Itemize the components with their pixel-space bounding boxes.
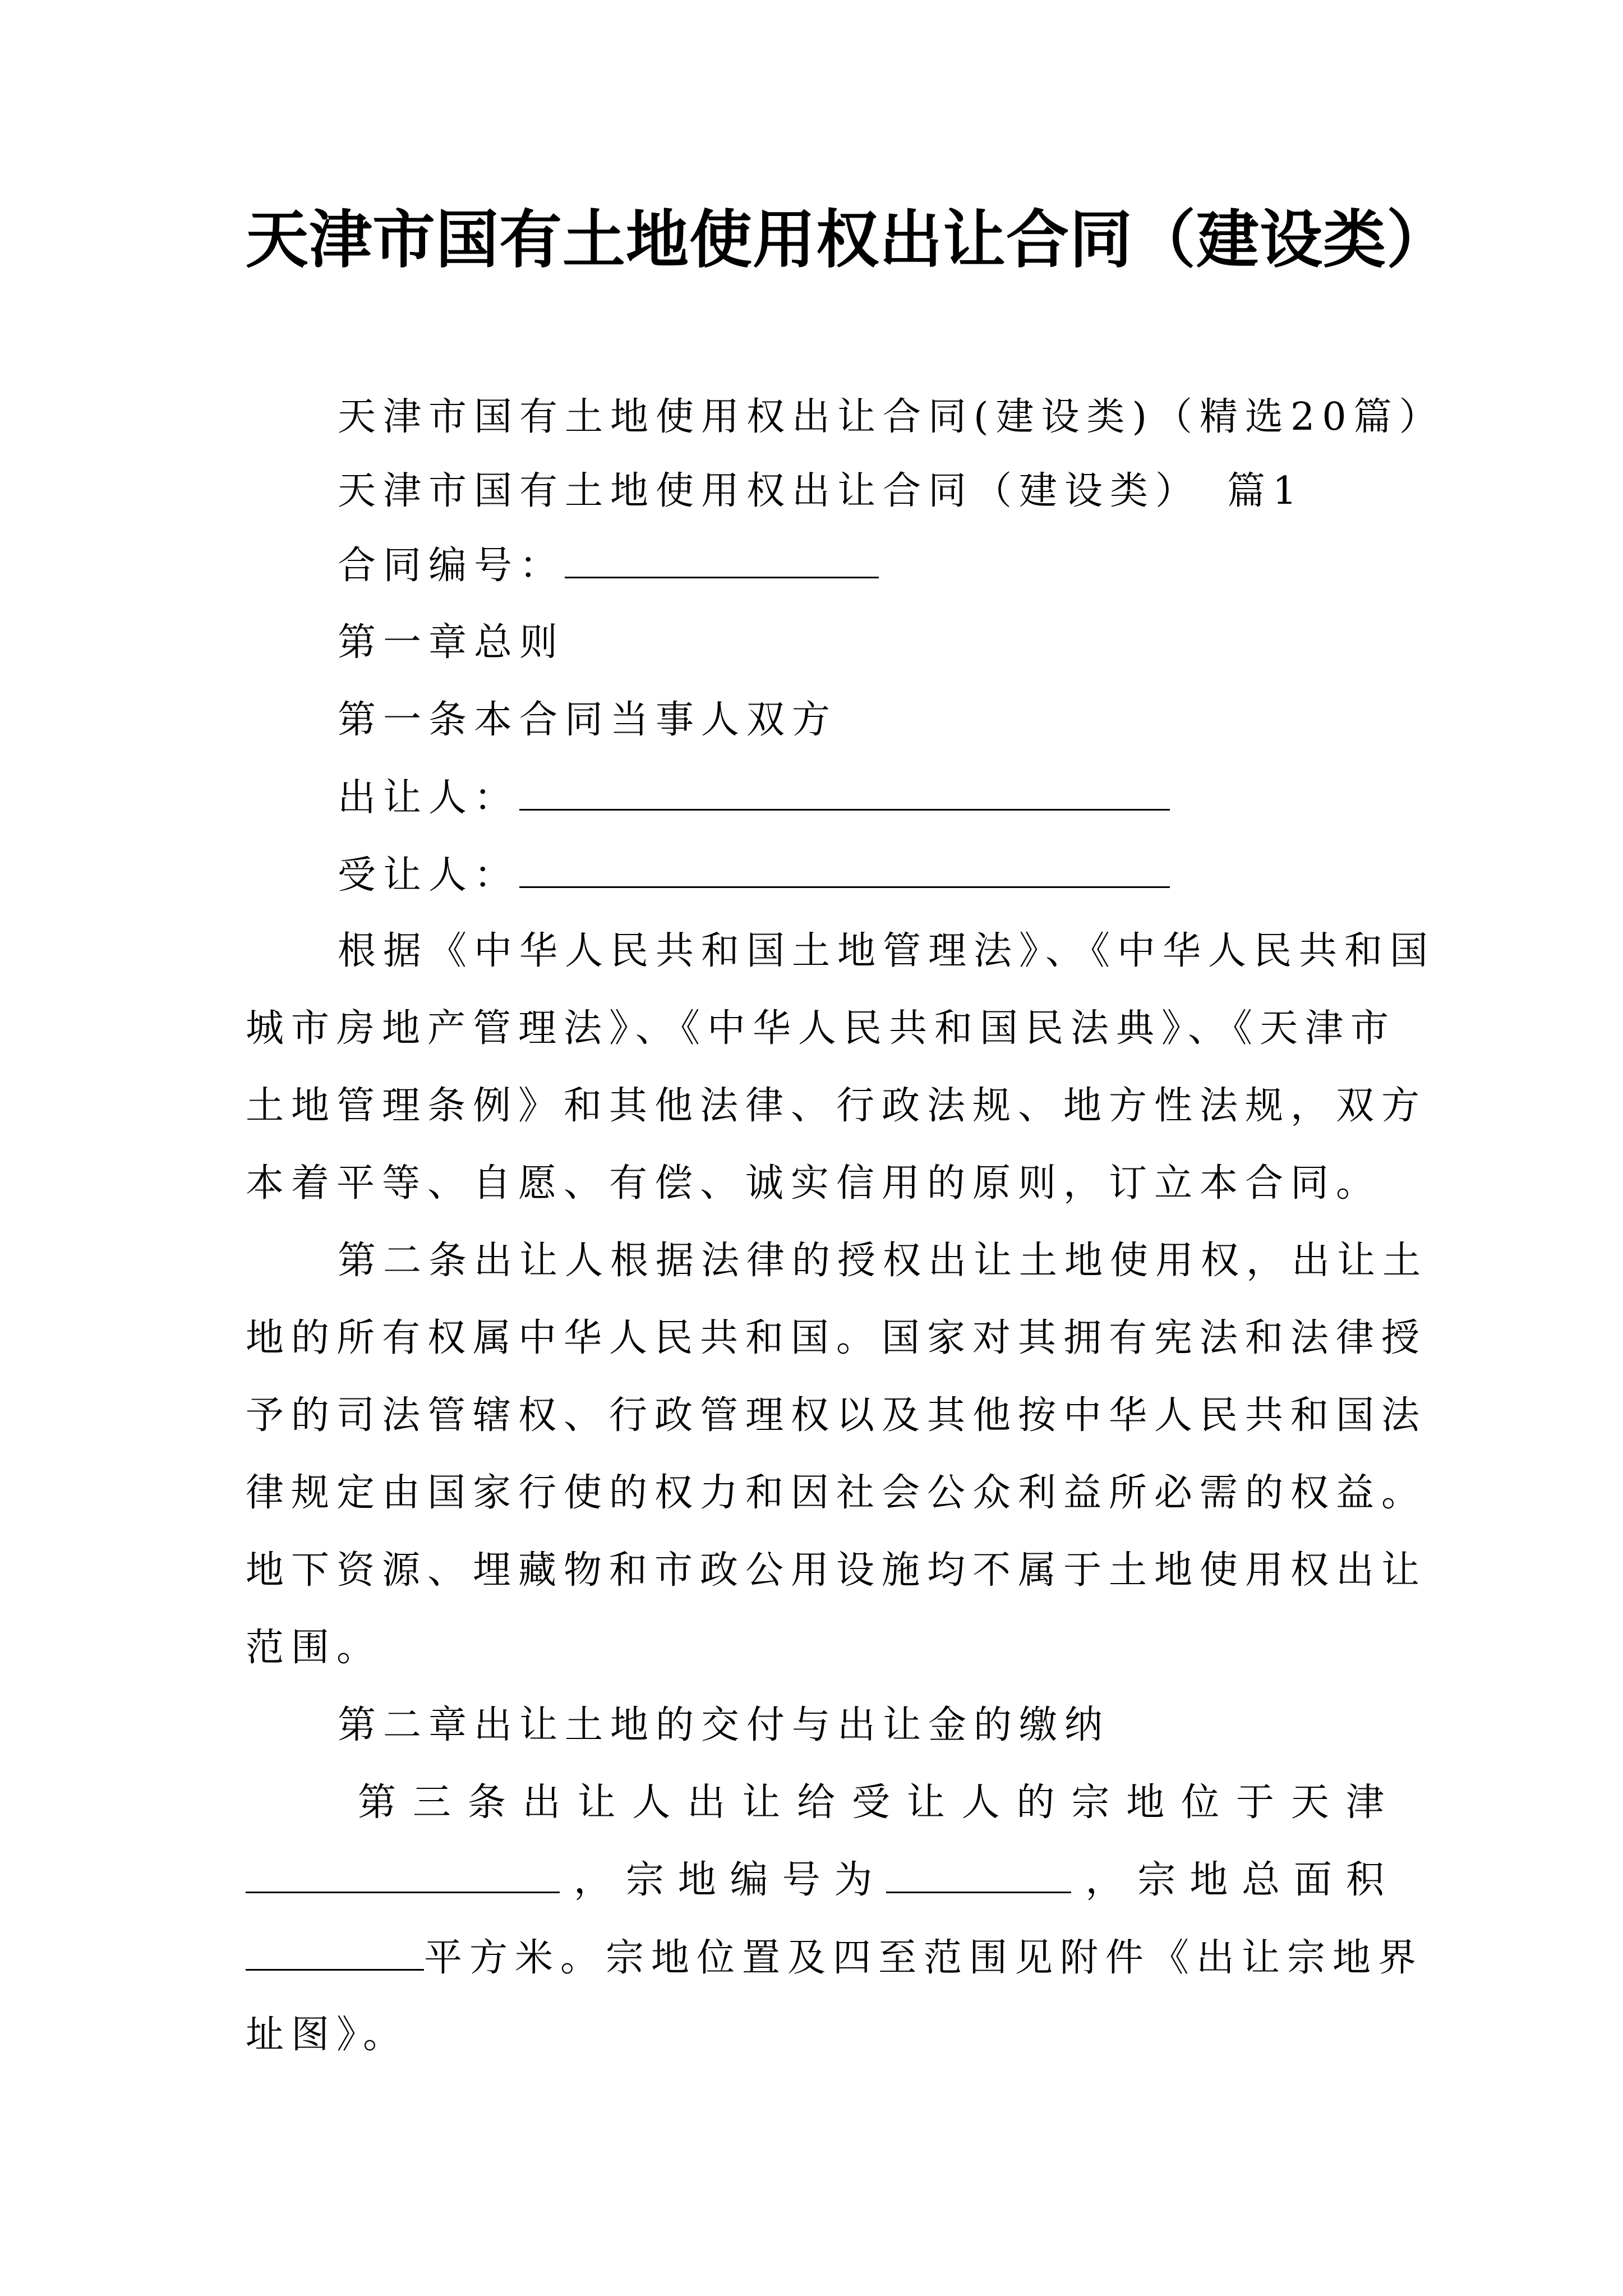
article-3-char: 让 — [742, 1780, 781, 1825]
para2-line6: 范围。 — [246, 1626, 382, 1670]
para2-line4: 律规定由国家行使的权力和因社会公众利益所必需的权益。 — [246, 1471, 1427, 1515]
chapter-2-heading: 第二章出让土地的交付与出让金的缴纳 — [338, 1703, 1110, 1747]
parcel-number-blank — [886, 1858, 1071, 1893]
transferee-blank — [519, 853, 1170, 888]
article-3-char: 给 — [797, 1780, 836, 1825]
contract-number-blank — [565, 543, 879, 578]
article-3-char: 让 — [577, 1780, 616, 1825]
article-3-char: 人 — [961, 1780, 1000, 1825]
article-3-char: 天 — [1290, 1780, 1329, 1825]
article-3-char: 地 — [677, 1858, 716, 1902]
article-3-line1 — [358, 1780, 1384, 1825]
article-3-char: 宗 — [1137, 1858, 1176, 1902]
article-3-char: 总 — [1242, 1858, 1280, 1902]
article-3-char: 于 — [1236, 1780, 1275, 1825]
article-3-char: 让 — [906, 1780, 945, 1825]
article-3-char: 受 — [851, 1780, 890, 1825]
transferor-blank — [519, 775, 1170, 811]
contract-number-label: 合同编号： — [338, 544, 565, 588]
para1-line3: 土地管理条例》和其他法律、行政法规、地方性法规，双方 — [246, 1084, 1427, 1128]
para2-line1: 第二条出让人根据法律的授权出让土地使用权，出让土 — [338, 1239, 1428, 1283]
article-3-line4: 址图》。 — [246, 2013, 409, 2057]
article-3-line3 — [246, 1935, 1423, 1981]
article-3-char: 人 — [632, 1780, 671, 1825]
article-3-char: 地 — [1126, 1780, 1165, 1825]
article-3-char: 面 — [1294, 1858, 1332, 1902]
document-title: 天津市国有土地使用权出让合同（建设类） — [246, 204, 1450, 277]
article-3-char: 条 — [467, 1780, 506, 1825]
article-3-char: 出 — [687, 1780, 726, 1825]
article-3-char: 宗 — [1071, 1780, 1110, 1825]
document-subtitle: 天津市国有土地使用权出让合同(建设类)（精选20篇） — [338, 395, 1445, 439]
transferor-line — [338, 775, 1170, 821]
article-3-char: 第 — [358, 1780, 396, 1825]
article-3-char: ， — [1085, 1858, 1124, 1902]
location-blank — [246, 1858, 560, 1893]
article-3-char: 编 — [730, 1858, 768, 1902]
article-3-line3-text: 平方米。宗地位置及四至范围见附件《出让宗地界 — [424, 1936, 1424, 1980]
article-1: 第一条本合同当事人双方 — [338, 698, 838, 742]
chapter-1-heading: 第一章总则 — [338, 620, 565, 665]
transferee-label: 受让人： — [338, 853, 520, 898]
area-blank — [246, 1935, 424, 1971]
article-3-char: 地 — [1189, 1858, 1228, 1902]
para2-line3: 予的司法管辖权、行政管理权以及其他按中华人民共和国法 — [246, 1393, 1427, 1438]
article-3-line2 — [246, 1858, 1384, 1903]
para1-line1: 根据《中华人民共和国土地管理法》、《中华人民共和国 — [338, 929, 1436, 973]
article-3-char: ， — [573, 1858, 612, 1902]
transferor-label: 出让人： — [338, 776, 520, 820]
article-3-char: 出 — [522, 1780, 561, 1825]
article-3-char: 积 — [1345, 1858, 1384, 1902]
contract-number-line — [338, 543, 879, 588]
article-3-char: 宗 — [625, 1858, 664, 1902]
para2-line5: 地下资源、埋藏物和市政公用设施均不属于土地使用权出让 — [246, 1548, 1427, 1593]
article-3-char: 的 — [1016, 1780, 1055, 1825]
article-3-char: 为 — [834, 1858, 873, 1902]
article-3-char: 津 — [1345, 1780, 1384, 1825]
article-3-char: 位 — [1181, 1780, 1220, 1825]
part-heading: 天津市国有土地使用权出让合同（建设类） 篇1 — [338, 469, 1304, 513]
article-3-char: 三 — [412, 1780, 451, 1825]
para1-line4: 本着平等、自愿、有偿、诚实信用的原则，订立本合同。 — [246, 1161, 1382, 1205]
para1-line2: 城市房地产管理法》、《中华人民共和国民法典》、《天津市 — [246, 1006, 1396, 1051]
para2-line2: 地的所有权属中华人民共和国。国家对其拥有宪法和法律授 — [246, 1316, 1427, 1360]
article-3-char: 号 — [782, 1858, 820, 1902]
transferee-line — [338, 853, 1170, 898]
